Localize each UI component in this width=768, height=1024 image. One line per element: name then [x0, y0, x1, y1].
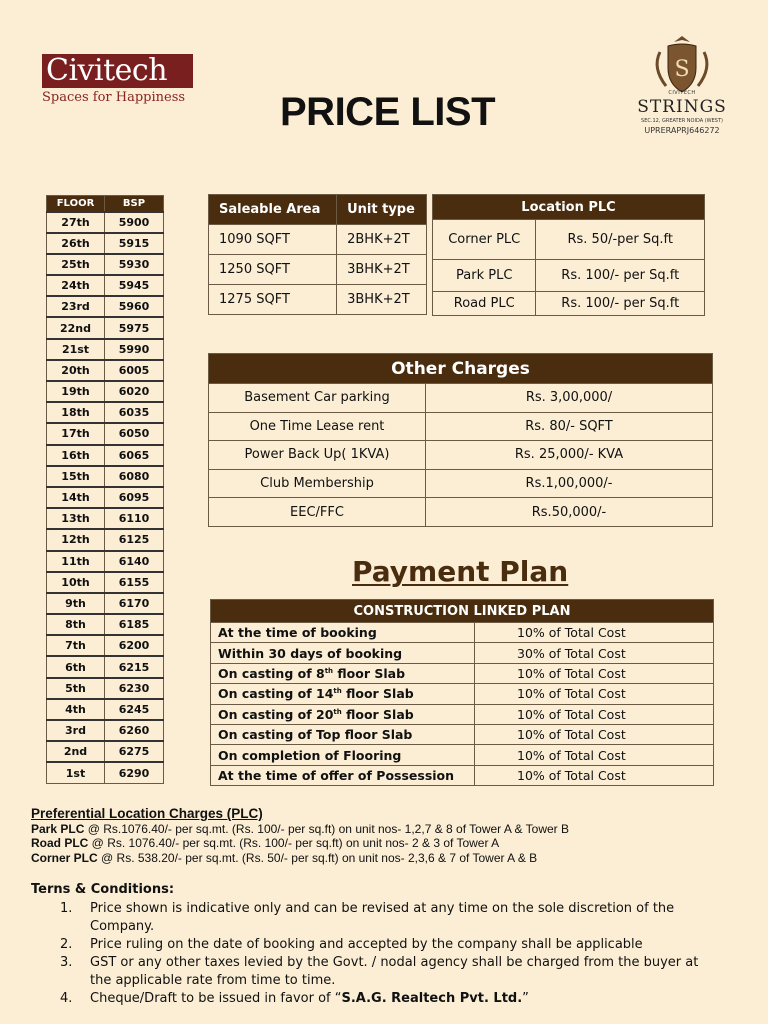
- term-company-name: S.A.G. Realtech Pvt. Ltd.: [341, 991, 523, 1006]
- plc-rate-cell: Rs. 100/- per Sq.ft: [536, 292, 705, 316]
- charge-amount-cell: Rs. 25,000/- KVA: [426, 441, 713, 470]
- stage-ordinal: th: [333, 707, 342, 716]
- stage-text: On casting of 14: [218, 686, 334, 702]
- plc-note-label: Corner PLC: [31, 850, 98, 865]
- term-number: 3.: [60, 955, 73, 970]
- term-item: [60, 900, 720, 936]
- payment-row: [211, 765, 714, 785]
- plc-note-text: @ Rs.1076.40/- per sq.mt. (Rs. 100/- per sq.ft) on unit nos- 1,2,7 & 8 of Tower A & Tower B: [84, 821, 569, 836]
- floor-cell: 26th: [47, 233, 105, 254]
- charge-amount-cell: Rs. 3,00,000/: [426, 384, 713, 413]
- bsp-cell: 6230: [105, 678, 164, 699]
- floor-cell: 22nd: [47, 317, 105, 338]
- plc-notes: [31, 807, 569, 865]
- saleable-area-header: Saleable Area: [209, 195, 337, 225]
- unit-type-cell: 3BHK+2T: [337, 285, 427, 315]
- bsp-header: BSP: [105, 196, 164, 212]
- floor-cell: 25th: [47, 254, 105, 275]
- floor-cell: 5th: [47, 678, 105, 699]
- floor-row: [47, 614, 164, 635]
- other-charge-row: [209, 498, 713, 527]
- payment-stage-cell: [211, 663, 475, 683]
- saleable-area-cell: 1090 SQFT: [209, 225, 337, 255]
- plc-note-label: Road PLC: [31, 836, 89, 850]
- stage-ordinal: th: [324, 666, 334, 675]
- floor-cell: 16th: [47, 445, 105, 466]
- plc-note-line: [31, 822, 569, 837]
- floor-row: [47, 402, 164, 423]
- saleable-area-table: [208, 194, 427, 315]
- payment-stage-cell: [211, 643, 475, 663]
- location-plc-header: Location PLC: [433, 195, 705, 220]
- floor-cell: 17th: [47, 423, 105, 444]
- stage-text: At the time of booking: [218, 625, 377, 641]
- floor-row: [47, 656, 164, 677]
- floor-row: [47, 275, 164, 296]
- term-text: [90, 990, 529, 1008]
- floor-cell: 20th: [47, 360, 105, 381]
- bsp-cell: 6005: [105, 360, 164, 381]
- bsp-cell: 6170: [105, 593, 164, 614]
- stage-text: On casting of 8: [218, 665, 325, 681]
- civitech-tagline: Spaces for Happiness: [42, 90, 186, 105]
- charge-label-cell: EEC/FFC: [209, 498, 426, 527]
- floor-row: [47, 360, 164, 381]
- plc-row: [433, 220, 705, 260]
- floor-cell: 12th: [47, 529, 105, 550]
- payment-stage-cell: [211, 724, 475, 744]
- bsp-cell: 6185: [105, 614, 164, 635]
- bsp-cell: 5900: [105, 212, 164, 233]
- location-plc-table: [432, 194, 705, 316]
- payment-plan-title: Payment Plan: [352, 555, 569, 588]
- stage-text: Within 30 days of booking: [218, 645, 403, 661]
- term-text-main: Price shown is indicative only and can be revised at any time on the sole discretion of the Company.: [90, 901, 675, 934]
- floor-cell: 24th: [47, 275, 105, 296]
- charge-label-cell: One Time Lease rent: [209, 412, 426, 441]
- area-row: [209, 255, 427, 285]
- plc-rate-cell: Rs. 50/-per Sq.ft: [536, 220, 705, 260]
- payment-row: [211, 663, 714, 683]
- floor-cell: 23rd: [47, 296, 105, 317]
- floor-cell: 27th: [47, 212, 105, 233]
- other-charge-row: [209, 441, 713, 470]
- floor-row: [47, 678, 164, 699]
- charge-amount-cell: Rs.50,000/-: [426, 498, 713, 527]
- floor-row: [47, 699, 164, 720]
- other-charge-row: [209, 469, 713, 498]
- payment-stage-cell: [211, 684, 475, 704]
- bsp-cell: 6245: [105, 699, 164, 720]
- plc-type-cell: Road PLC: [433, 292, 536, 316]
- unit-type-header: Unit type: [337, 195, 427, 225]
- payment-stage-cell: [211, 765, 475, 785]
- civitech-logo: Civitech: [42, 54, 193, 88]
- floor-cell: 14th: [47, 487, 105, 508]
- floor-row: [47, 296, 164, 317]
- bsp-cell: 6035: [105, 402, 164, 423]
- terms-heading: Terns & Conditions:: [31, 882, 175, 897]
- project-small-label: CIVITECH: [668, 90, 696, 96]
- bsp-cell: 5960: [105, 296, 164, 317]
- payment-percent-cell: 10% of Total Cost: [475, 745, 714, 765]
- stage-text: At the time of offer of Possession: [218, 767, 455, 783]
- term-text-main: Cheque/Draft to be issued in favor of “: [90, 991, 342, 1006]
- term-item: [60, 990, 720, 1008]
- term-number: 2.: [60, 937, 73, 952]
- floor-header: FLOOR: [47, 196, 105, 212]
- floor-cell: 19th: [47, 381, 105, 402]
- payment-row: [211, 704, 714, 724]
- charge-amount-cell: Rs. 80/- SQFT: [426, 412, 713, 441]
- bsp-cell: 5975: [105, 317, 164, 338]
- terms-list: [60, 900, 720, 1008]
- plc-rate-cell: Rs. 100/- per Sq.ft: [536, 260, 705, 292]
- rera-number: UPRERAPRJ646272: [644, 126, 720, 135]
- other-charge-row: [209, 412, 713, 441]
- bsp-cell: 5930: [105, 254, 164, 275]
- charge-label-cell: Basement Car parking: [209, 384, 426, 413]
- floor-row: [47, 317, 164, 338]
- bsp-cell: 6080: [105, 466, 164, 487]
- payment-percent-cell: 10% of Total Cost: [475, 663, 714, 683]
- floor-cell: 15th: [47, 466, 105, 487]
- floor-row: [47, 529, 164, 550]
- floor-cell: 1st: [47, 762, 105, 783]
- floor-row: [47, 233, 164, 254]
- bsp-cell: 6095: [105, 487, 164, 508]
- saleable-area-cell: 1275 SQFT: [209, 285, 337, 315]
- bsp-cell: 6125: [105, 529, 164, 550]
- emblem-letter: S: [674, 57, 690, 82]
- floor-bsp-table: [46, 195, 164, 784]
- floor-row: [47, 487, 164, 508]
- term-item: [60, 954, 720, 990]
- bsp-cell: 6215: [105, 656, 164, 677]
- payment-percent-cell: 30% of Total Cost: [475, 643, 714, 663]
- stage-text: On completion of Flooring: [218, 747, 402, 763]
- bsp-cell: 6065: [105, 445, 164, 466]
- payment-row: [211, 623, 714, 643]
- payment-stage-cell: [211, 623, 475, 643]
- bsp-cell: 6140: [105, 551, 164, 572]
- floor-row: [47, 445, 164, 466]
- page-title: PRICE LIST: [280, 90, 496, 134]
- payment-row: [211, 643, 714, 663]
- bsp-cell: 5915: [105, 233, 164, 254]
- payment-plan-table: [210, 599, 714, 786]
- plc-type-cell: Corner PLC: [433, 220, 536, 260]
- plc-row: [433, 292, 705, 316]
- floor-row: [47, 635, 164, 656]
- floor-row: [47, 254, 164, 275]
- charge-amount-cell: Rs.1,00,000/-: [426, 469, 713, 498]
- area-row: [209, 225, 427, 255]
- other-charges-header: Other Charges: [209, 354, 713, 384]
- term-item: [60, 936, 720, 954]
- payment-row: [211, 684, 714, 704]
- floor-row: [47, 741, 164, 762]
- bsp-cell: 6050: [105, 423, 164, 444]
- bsp-cell: 6020: [105, 381, 164, 402]
- payment-percent-cell: 10% of Total Cost: [475, 724, 714, 744]
- floor-row: [47, 508, 164, 529]
- charge-label-cell: Power Back Up( 1KVA): [209, 441, 426, 470]
- floor-cell: 7th: [47, 635, 105, 656]
- plc-row: [433, 260, 705, 292]
- floor-cell: 8th: [47, 614, 105, 635]
- floor-row: [47, 593, 164, 614]
- payment-percent-cell: 10% of Total Cost: [475, 684, 714, 704]
- term-number: 4.: [60, 991, 73, 1006]
- floor-row: [47, 381, 164, 402]
- floor-cell: 6th: [47, 656, 105, 677]
- floor-row: [47, 720, 164, 741]
- bsp-cell: 5945: [105, 275, 164, 296]
- other-charges-table: [208, 353, 713, 527]
- strings-crest-icon: [646, 32, 718, 96]
- plc-note-line: [31, 836, 569, 851]
- bsp-cell: 6275: [105, 741, 164, 762]
- payment-row: [211, 745, 714, 765]
- floor-cell: 13th: [47, 508, 105, 529]
- floor-cell: 18th: [47, 402, 105, 423]
- other-charge-row: [209, 384, 713, 413]
- bsp-cell: 6290: [105, 762, 164, 783]
- floor-cell: 9th: [47, 593, 105, 614]
- floor-cell: 21st: [47, 339, 105, 360]
- floor-row: [47, 212, 164, 233]
- payment-percent-cell: 10% of Total Cost: [475, 623, 714, 643]
- plc-note-text: @ Rs. 538.20/- per sq.mt. (Rs. 50/- per sq.ft) on unit nos- 2,3,6 & 7 of Tower A & B: [97, 850, 538, 865]
- plc-note-text: @ Rs. 1076.40/- per sq.mt. (Rs. 100/- per sq.ft) on unit nos- 2 & 3 of Tower A: [88, 836, 500, 850]
- floor-row: [47, 572, 164, 593]
- bsp-cell: 6260: [105, 720, 164, 741]
- floor-cell: 3rd: [47, 720, 105, 741]
- bsp-cell: 6200: [105, 635, 164, 656]
- stage-ordinal: th: [333, 687, 342, 696]
- payment-stage-cell: [211, 704, 475, 724]
- payment-percent-cell: 10% of Total Cost: [475, 704, 714, 724]
- saleable-area-cell: 1250 SQFT: [209, 255, 337, 285]
- bsp-cell: 5990: [105, 339, 164, 360]
- plc-notes-heading: Preferential Location Charges (PLC): [31, 806, 263, 821]
- floor-row: [47, 551, 164, 572]
- term-number: 1.: [60, 901, 73, 916]
- charge-label-cell: Club Membership: [209, 469, 426, 498]
- bsp-cell: 6155: [105, 572, 164, 593]
- stage-suffix: floor Slab: [341, 686, 414, 702]
- term-text: [90, 954, 720, 990]
- payment-stage-cell: [211, 745, 475, 765]
- plc-note-line: [31, 851, 569, 866]
- floor-row: [47, 466, 164, 487]
- project-location: SEC.12, GREATER NOIDA (WEST): [641, 118, 723, 124]
- plc-type-cell: Park PLC: [433, 260, 536, 292]
- floor-row: [47, 339, 164, 360]
- term-text: [90, 936, 643, 954]
- payment-percent-cell: 10% of Total Cost: [475, 765, 714, 785]
- unit-type-cell: 2BHK+2T: [337, 225, 427, 255]
- plc-note-label: Park PLC: [31, 821, 85, 836]
- stage-text: On casting of 20: [218, 706, 334, 722]
- payment-row: [211, 724, 714, 744]
- term-text: [90, 900, 720, 936]
- floor-cell: 11th: [47, 551, 105, 572]
- floor-row: [47, 423, 164, 444]
- area-row: [209, 285, 427, 315]
- floor-cell: 4th: [47, 699, 105, 720]
- bsp-cell: 6110: [105, 508, 164, 529]
- stage-text: On casting of Top floor Slab: [218, 727, 413, 743]
- unit-type-cell: 3BHK+2T: [337, 255, 427, 285]
- floor-row: [47, 762, 164, 783]
- stage-suffix: floor Slab: [333, 665, 406, 681]
- term-text-main: Price ruling on the date of booking and accepted by the company shall be applicable: [90, 937, 643, 952]
- floor-cell: 2nd: [47, 741, 105, 762]
- term-text-main: GST or any other taxes levied by the Govt. / nodal agency shall be charged from the buyer at the applicable rate from time to time.: [90, 955, 699, 988]
- floor-cell: 10th: [47, 572, 105, 593]
- stage-suffix: floor Slab: [341, 706, 414, 722]
- payment-plan-header: CONSTRUCTION LINKED PLAN: [211, 600, 714, 623]
- project-name: STRINGS: [637, 97, 727, 117]
- term-text-end: ”: [522, 991, 529, 1006]
